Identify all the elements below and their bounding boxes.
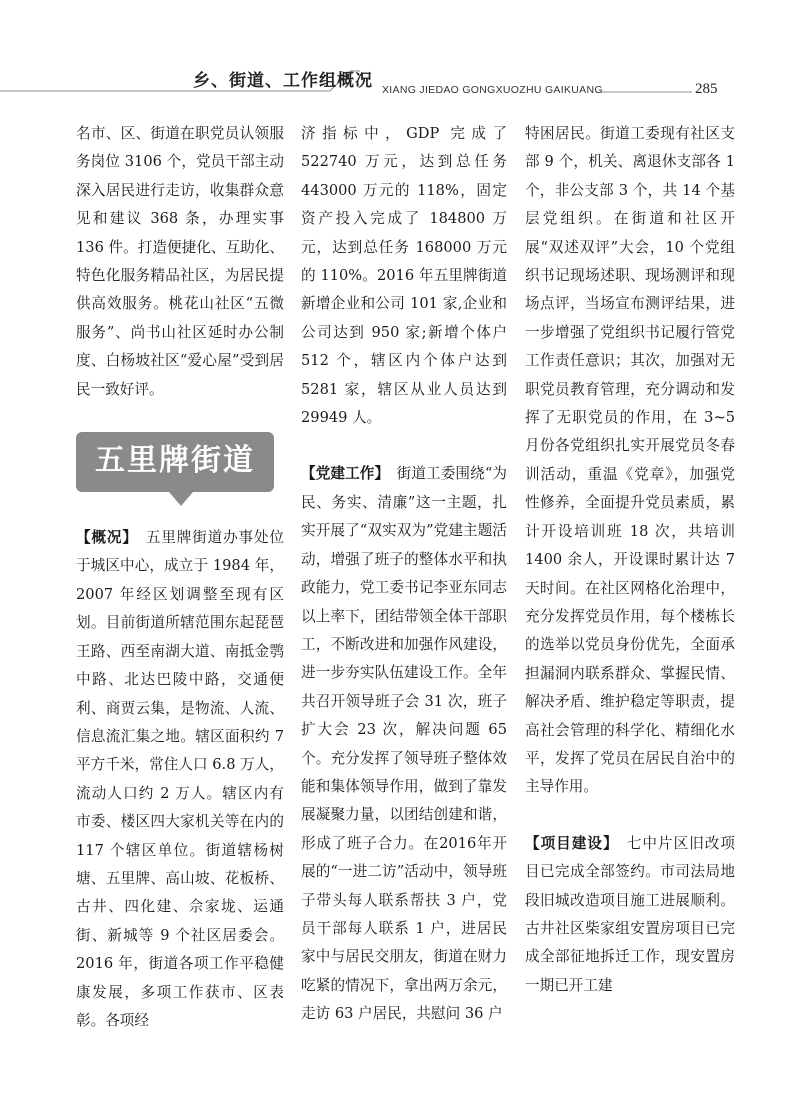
page-number: 285	[695, 81, 718, 97]
projects-heading: 【项目建设】	[525, 834, 612, 852]
spacer	[301, 432, 507, 460]
badge-pointer	[169, 492, 193, 506]
section-badge	[76, 432, 274, 492]
party-building-text: 街道工委围绕“为民、务实、清廉”这一主题，扎实开展了“双实双为”党建主题活动，增强了班子的整体水平和执政能力，党工委书记李亚东同志以上率下，团结带领全体干部职工，不断改进和加强作风建设，进一步夯实队伍建设工作。全年共召开领导班子会 31 次，班子扩大会 23 次，解决问题 65 个。充分发挥了领导班子整体效能和集体领导作用，做到了靠发展凝聚力量，以团结创建和谐，形成了班子合力。在2016年开展的“一进二访”活动中，领导班子带头每人联系帮扶 3 户，党员干部每人联系 1 户，进居民家中与居民交朋友，街道在财力吃紧的情况下，拿出两万余元，走访 63 户居民，共慰问 36 户	[301, 465, 507, 1023]
paragraph-overview	[76, 524, 284, 1035]
paragraph-party-building	[301, 460, 507, 1028]
overview-text: 五里牌街道办事处位于城区中心，成立于 1984 年，2007 年经区划调整至现有区划。目前街道所辖范围东起琵琶王路、西至南湖大道、南抵金鹗中路、北达巴陵中路，交通便利、商贾云集，是物流、人流、信息流汇集之地。辖区面积约 7 平方千米，常住人口 6.8 万人，流动人口约 2 万人。辖区内有市委、楼区四大家机关等在内的 117 个辖区单位。街道辖杨树塘、五里牌、高山坡、花板桥、古井、四化建、佘家垅、运通街、新城等 9 个社区居委会。2016 年，街道各项工作平稳健康发展，多项工作获市、区表彰。各项经	[76, 529, 284, 1029]
section-title: 五里牌街道	[95, 443, 255, 479]
projects-text: 七中片区旧改项目已完成全部签约。市司法局地段旧城改造项目施工进展顺利。古井社区柴家组安置房项目已完成全部征地拆迁工作，现安置房一期已开工建	[525, 834, 735, 994]
header-title: 乡、街道、工作组概况	[193, 71, 373, 91]
paragraph-party-organizations: 特困居民。街道工委现有社区支部 9 个，机关、离退休支部各 1 个，非公支部 3 个，共 14 个基层党组织。在街道和社区开展“双述双评”大会，10 个党组织书记现场述职、现场测评和现场点评，当场宣布测评结果，进一步增强了党组织书记履行管党工作责任意识；其次，加强对无职党员教育管理，充分调动和发挥了无职党员的作用，在 3~5 月份各党组织扎实开展党员冬春训活动，重温《党章》，加强党性修养，全面提升党员素质，累计开设培训班 18 次，共培训 1400 余人，开设课时累计达 7 天时间。在社区网格化治理中，充分发挥党员作用，每个楼栋长的选举以党员身份优先，全面承担漏洞内联系群众、掌握民情、解决矛盾、维护稳定等职责，提高社会管理的科学化、精细化水平，发挥了党员在居民自治中的主导作用。	[525, 125, 735, 796]
column-1	[76, 120, 284, 1035]
column-3	[525, 120, 735, 1000]
overview-heading: 【概况】	[76, 529, 131, 547]
spacer	[525, 802, 735, 830]
paragraph-community-service: 名市、区、街道在职党员认领服务岗位 3106 个，党员干部主动深入居民进行走访，收集群众意见和建议 368 条，办理实事 136 件。打造便捷化、互助化、特色化服务精品社区，为居民提供高效服务。桃花山社区“五微服务”、尚书山社区延时办公制度、白杨坡社区“爱心屋”受到居民一致好评。	[76, 125, 284, 398]
header-subtitle: XIANG JIEDAO GONGXUOZHU GAIKUANG	[382, 84, 603, 96]
running-header	[0, 0, 805, 110]
party-building-heading: 【党建工作】	[301, 465, 382, 483]
paragraph-projects	[525, 830, 735, 1000]
paragraph-economy: 济指标中，GDP 完成了 522740 万元，达到总任务 443000 万元的 118%，固定资产投入完成了 184800 万元，达到总任务 168000 万元的 110%。2016 年五里牌街道新增企业和公司 101 家,企业和公司达到 950 家;新增个体户 512 个，辖区内个体户达到 5281 家，辖区从业人员达到 29949 人。	[301, 125, 507, 427]
column-2	[301, 120, 507, 1029]
